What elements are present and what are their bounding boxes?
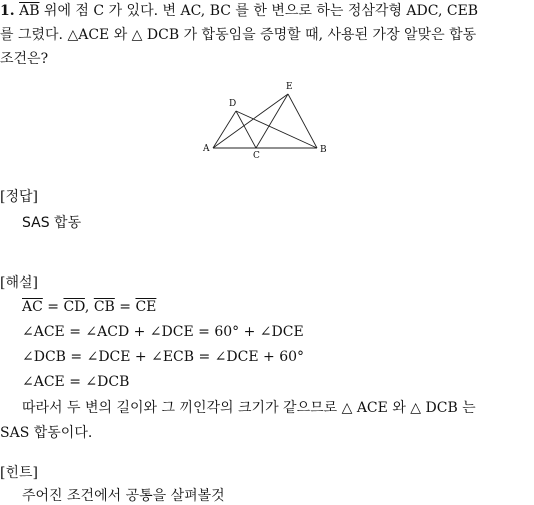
explanation-eq1 bbox=[22, 298, 156, 316]
point-e-label: E bbox=[286, 82, 293, 92]
problem-number: 1. bbox=[0, 3, 15, 19]
segment-db bbox=[236, 111, 317, 148]
segment-ce bbox=[256, 94, 288, 148]
segment-ab: $\overline{AB}$ bbox=[19, 3, 40, 19]
segment-ac: $\overline{AC}$ bbox=[22, 299, 43, 315]
problem-text-1: 위에 점 C 가 있다. 변 AC, BC 를 한 변으로 하는 정삼각형 ADC, CEB bbox=[39, 3, 479, 19]
segment-ce-text: $\overline{CE}$ bbox=[135, 299, 157, 315]
problem-line-2: 를 그렸다. △ACE 와 △ DCB 가 합동임을 증명할 때, 사용된 가장 알맞은 합동 bbox=[0, 27, 477, 43]
point-a-label: A bbox=[203, 144, 210, 154]
explanation-eq3: ∠DCB = ∠DCE + ∠ECB = ∠DCE + 60° bbox=[22, 349, 305, 365]
equals-sign-2: = bbox=[114, 299, 136, 315]
answer-text: SAS 합동 bbox=[22, 215, 82, 231]
problem-line-1 bbox=[0, 2, 478, 20]
explanation-conclusion-1: 따라서 두 변의 길이와 그 끼인각의 크기가 같으므로 △ ACE 와 △ DCB 는 bbox=[22, 400, 476, 416]
equals-sign: = bbox=[42, 299, 64, 315]
separator: , bbox=[84, 299, 94, 315]
segment-ae bbox=[213, 94, 288, 148]
point-c-label: C bbox=[253, 151, 260, 161]
explanation-conclusion-2: SAS 합동이다. bbox=[0, 425, 93, 441]
explanation-header: [해설] bbox=[0, 275, 38, 291]
triangle-figure bbox=[197, 82, 337, 162]
segment-cd: $\overline{CD}$ bbox=[63, 299, 85, 315]
point-d-label: D bbox=[229, 99, 237, 109]
explanation-eq2: ∠ACE = ∠ACD + ∠DCE = 60° + ∠DCE bbox=[22, 324, 304, 340]
explanation-eq4: ∠ACE = ∠DCB bbox=[22, 374, 130, 390]
segment-cb: $\overline{CB}$ bbox=[93, 299, 115, 315]
hint-header: [힌트] bbox=[0, 465, 38, 481]
segment-eb bbox=[288, 94, 317, 148]
problem-line-3: 조건은? bbox=[0, 51, 49, 67]
answer-header: [정답] bbox=[0, 189, 38, 205]
hint-text: 주어진 조건에서 공통을 살펴볼것 bbox=[22, 488, 225, 504]
point-b-label: B bbox=[320, 145, 327, 155]
segment-ad bbox=[213, 111, 236, 148]
